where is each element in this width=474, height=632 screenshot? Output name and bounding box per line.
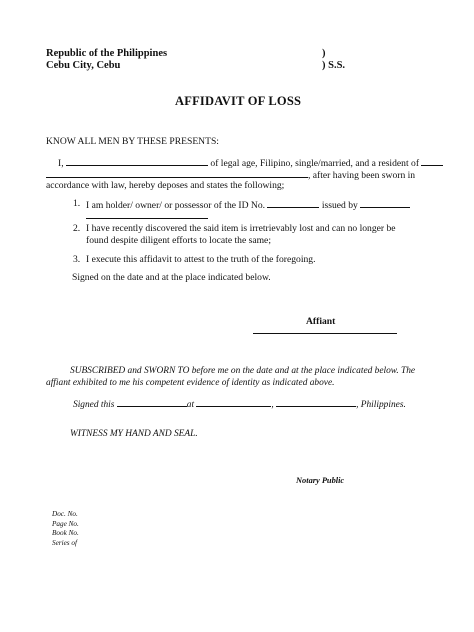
venue-city: Cebu City, Cebu (46, 60, 121, 71)
page-no: Page No. (52, 519, 79, 528)
signed-note: Signed on the date and at the place indicated below. (72, 272, 271, 283)
jurat-line2: affiant exhibited to me his competent evidence of identity as indicated above. (46, 378, 335, 388)
date-blank (117, 397, 187, 407)
id-number-blank (267, 198, 319, 208)
affiant-label: Affiant (306, 316, 336, 327)
place-blank-1 (196, 397, 271, 407)
item-1-number: 1. (73, 198, 81, 209)
para1-mid: of legal age, Filipino, single/married, and a resident of (210, 158, 420, 169)
item-1-label: I am holder/ owner/ or possessor of the ID No. (86, 200, 266, 211)
signed-this-line (73, 397, 406, 411)
item-1-continuation-blank (86, 218, 208, 219)
venue-country: Republic of the Philippines (46, 48, 168, 59)
item-2-line2: found despite diligent efforts to locate the same; (86, 235, 271, 246)
item-3-number: 3. (73, 254, 81, 265)
signed-this-comma: , (271, 400, 274, 410)
para1-line2-end: , after having been sworn in (308, 170, 416, 181)
signed-this-label: Signed this (73, 400, 115, 410)
item-1-text (86, 198, 410, 212)
notary-public-label: Notary Public (296, 476, 345, 485)
para1-line3: accordance with law, hereby deposes and states the following; (46, 180, 285, 191)
residence-blank-end (421, 156, 443, 166)
document-title: AFFIDAVIT OF LOSS (175, 94, 302, 108)
item-3-text: I execute this affidavit to attest to the truth of the foregoing. (86, 254, 316, 265)
series-of: Series of (52, 538, 77, 547)
jurat-line1: SUBSCRIBED and SWORN TO before me on the date and at the place indicated below. The (70, 366, 416, 376)
doc-no: Doc. No. (52, 510, 78, 518)
issuer-blank (360, 198, 410, 208)
book-no: Book No. (52, 529, 79, 538)
witness-line: WITNESS MY HAND AND SEAL. (70, 429, 198, 439)
signed-this-end: , Philippines. (356, 400, 406, 410)
address-blank (46, 168, 308, 178)
affiant-signature-line (253, 333, 397, 334)
venue-ss: ) S.S. (322, 60, 346, 71)
venue-paren-1: ) (322, 48, 326, 59)
para1-start: I, (58, 158, 64, 169)
item-1-tail: issued by (321, 200, 358, 211)
intro-line: KNOW ALL MEN BY THESE PRESENTS: (46, 136, 219, 147)
signed-this-at: at (186, 400, 195, 410)
item-2-number: 2. (73, 223, 81, 234)
name-blank (66, 156, 208, 166)
place-blank-2 (276, 397, 356, 407)
item-2-line1: I have recently discovered the said item is irretrievably lost and can no longer be (86, 223, 396, 234)
